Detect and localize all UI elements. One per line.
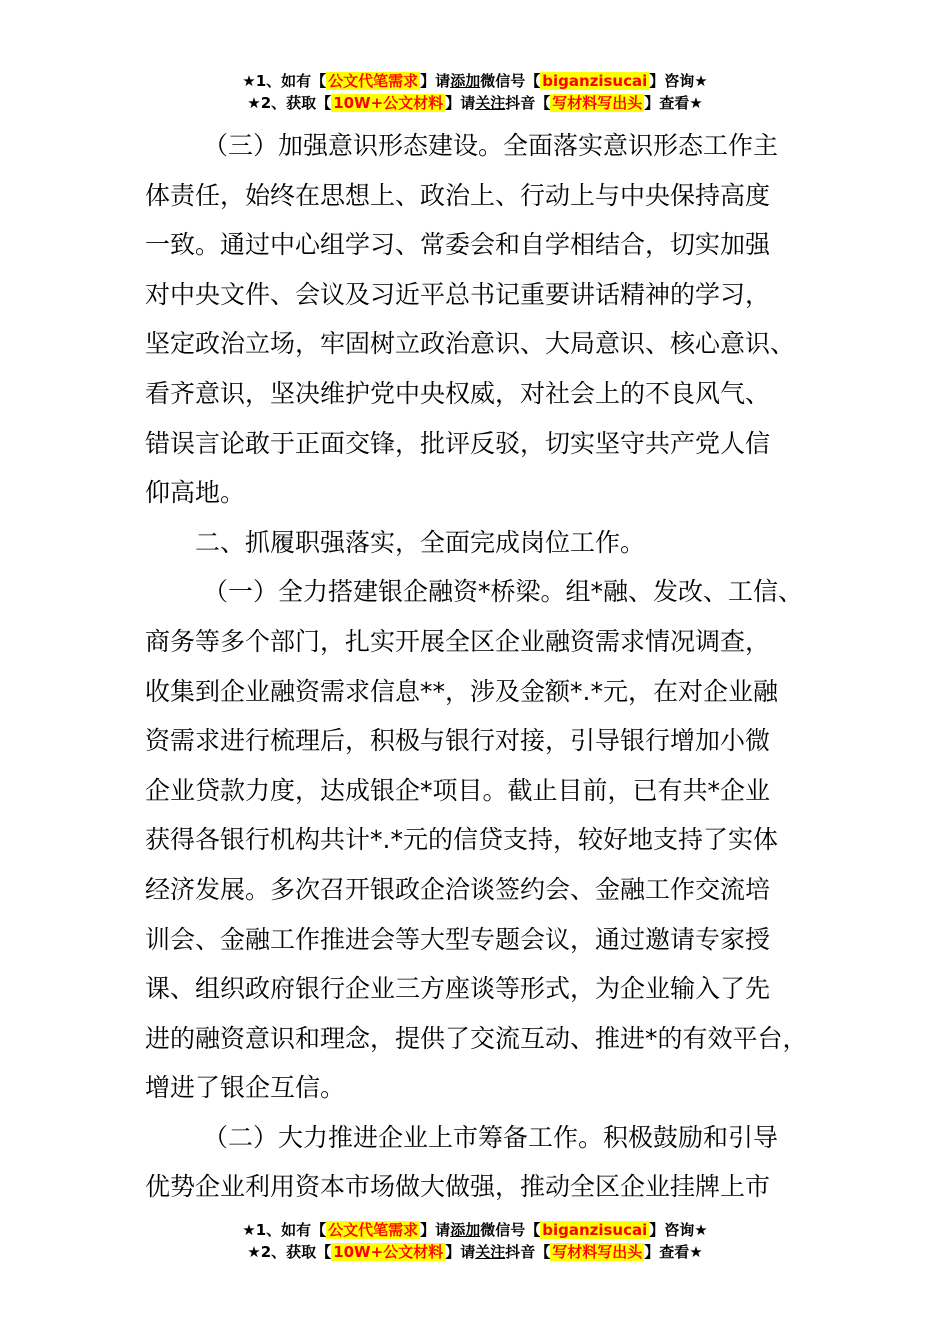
body-line: 进的融资意识和理念，提供了交流互动、推进*的有效平台，: [145, 1023, 808, 1053]
body-line: 训会、金融工作推进会等大型专题会议，通过邀请专家授: [145, 924, 771, 954]
body-line: 获得各银行机构共计*.*元的信贷支持，较好地支持了实体: [145, 825, 778, 855]
notice-text: 1、如有【: [255, 72, 327, 90]
body-line: （二）大力推进企业上市筹备工作。积极鼓励和引导: [203, 1122, 779, 1152]
highlight-service: 公文代笔需求: [328, 1221, 419, 1239]
body-line: 体责任，始终在思想上、政治上、行动上与中央保持高度: [145, 180, 771, 210]
body-line: 对中央文件、会议及习近平总书记重要讲话精神的学习，: [145, 279, 771, 309]
notice-text: 2、获取【: [260, 94, 332, 112]
notice-text: 添加: [450, 72, 481, 90]
notice-text: 】请: [445, 94, 476, 112]
notice-text: 关注: [475, 1243, 506, 1261]
notice-text: 抖音【: [505, 1243, 551, 1261]
body-line: 仰高地。: [145, 478, 246, 508]
body-line: 增进了银企互信。: [145, 1073, 346, 1103]
body-line: 企业贷款力度，达成银企*项目。截止目前，已有共*企业: [145, 775, 771, 805]
body-line: 优势企业利用资本市场做大做强，推动全区企业挂牌上市: [145, 1172, 771, 1202]
notice-text: 2、获取【: [260, 1243, 332, 1261]
wechat-id: biganzisucai: [542, 1221, 648, 1239]
section-heading: 二、抓履职强落实，全面完成岗位工作。: [195, 527, 646, 557]
body-line: 资需求进行梳理后，积极与银行对接，引导银行增加小微: [145, 726, 771, 756]
notice-text: 】查看★: [644, 1243, 703, 1261]
notice-line-1: [0, 1219, 950, 1241]
document-body: [145, 121, 825, 1212]
notice-text: 】查看★: [644, 94, 703, 112]
notice-text: 关注: [475, 94, 506, 112]
star-icon: ★: [247, 94, 261, 112]
star-icon: ★: [247, 1243, 261, 1261]
notice-text: 微信号【: [480, 72, 541, 90]
wechat-id: biganzisucai: [542, 72, 648, 90]
highlight-materials: 10W+公文材料: [333, 94, 444, 112]
footer-notice: [0, 1219, 950, 1263]
notice-line-2: [0, 92, 950, 114]
star-icon: ★: [242, 72, 256, 90]
notice-text: 】请: [420, 1221, 451, 1239]
notice-text: 微信号【: [480, 1221, 541, 1239]
body-line: （三）加强意识形态建设。全面落实意识形态工作主: [203, 131, 779, 160]
douyin-account: 写材料写出头: [552, 1243, 643, 1261]
notice-text: 】请: [445, 1243, 476, 1261]
douyin-account: 写材料写出头: [552, 94, 643, 112]
notice-text: 】咨询★: [649, 1221, 708, 1239]
notice-line-1: [0, 70, 950, 92]
body-line: 经济发展。多次召开银政企洽谈签约会、金融工作交流培: [145, 874, 771, 904]
body-line: 收集到企业融资需求信息**，涉及金额*.*元，在对企业融: [145, 676, 778, 706]
body-line: 错误言论敢于正面交锋，批评反驳，切实坚守共产党人信: [145, 428, 771, 458]
body-line: 商务等多个部门，扎实开展全区企业融资需求情况调查，: [145, 626, 771, 656]
body-line: 一致。通过中心组学习、常委会和自学相结合，切实加强: [145, 230, 771, 260]
notice-text: 】请: [420, 72, 451, 90]
body-line: 看齐意识，坚决维护党中央权威，对社会上的不良风气、: [145, 378, 771, 408]
highlight-materials: 10W+公文材料: [333, 1243, 444, 1261]
notice-text: 】咨询★: [649, 72, 708, 90]
notice-text: 抖音【: [505, 94, 551, 112]
body-line: 坚定政治立场，牢固树立政治意识、大局意识、核心意识、: [145, 329, 796, 359]
highlight-service: 公文代笔需求: [328, 72, 419, 90]
body-line: （一）全力搭建银企融资*桥梁。组*融、发改、工信、: [203, 577, 804, 607]
notice-line-2: [0, 1241, 950, 1263]
star-icon: ★: [242, 1221, 256, 1239]
body-line: 课、组织政府银行企业三方座谈等形式，为企业输入了先: [145, 974, 771, 1004]
notice-text: 添加: [450, 1221, 481, 1239]
header-notice: [0, 70, 950, 114]
notice-text: 1、如有【: [255, 1221, 327, 1239]
